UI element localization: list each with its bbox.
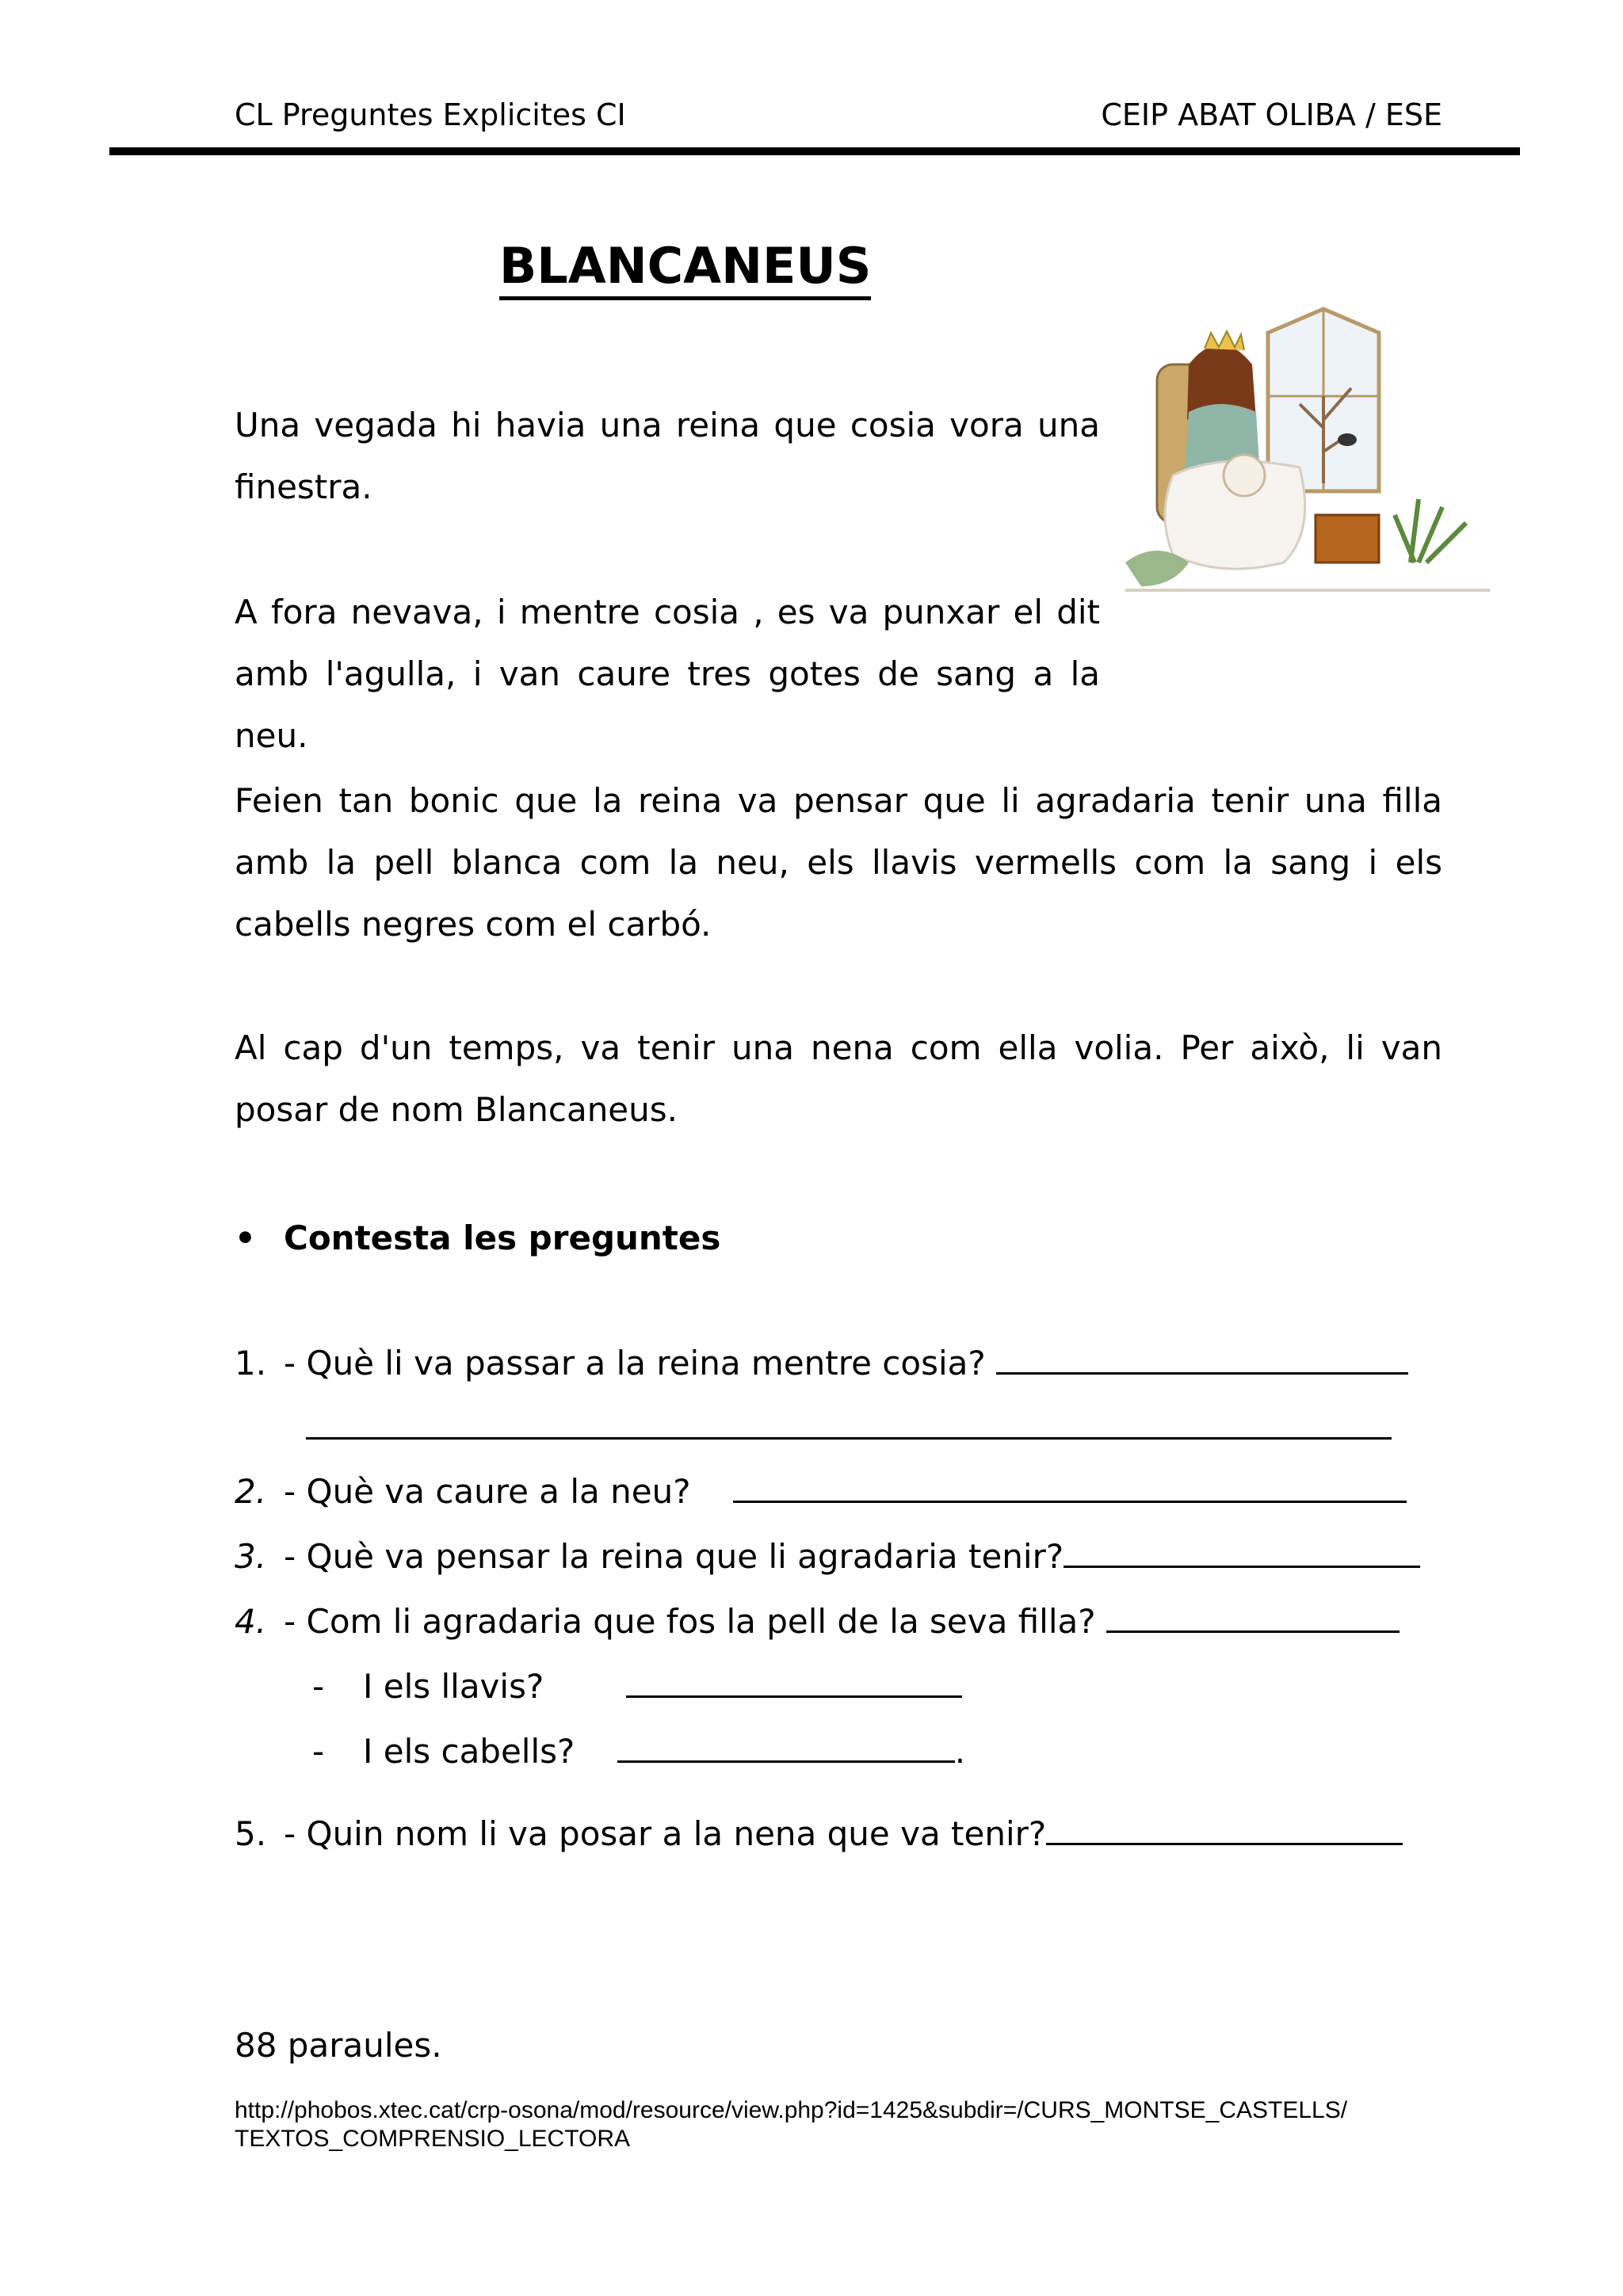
question-4 — [235, 1597, 1400, 1646]
question-text: - Què li va passar a la reina mentre cosia? — [284, 1344, 986, 1383]
question-number: 1. — [235, 1344, 267, 1383]
question-number: 3. — [235, 1537, 267, 1576]
answer-line[interactable] — [1064, 1532, 1420, 1568]
question-text: - Com li agradaria que fos la pell de la seva filla? — [284, 1602, 1096, 1641]
paragraph-4: Al cap d'un temps, va tenir una nena com ella volia. Per això, li van posar de nom Blancaneus. — [235, 1028, 1442, 1129]
question-3 — [235, 1532, 1420, 1581]
question-text: - Què va pensar la reina que li agradaria tenir? — [284, 1537, 1064, 1576]
paragraph-1: Una vegada hi havia una reina que cosia vora una finestra. — [235, 406, 1100, 506]
question-number: 5. — [235, 1814, 267, 1853]
question-number: 4. — [235, 1602, 267, 1641]
dash: - — [312, 1732, 325, 1771]
answer-line[interactable] — [626, 1662, 962, 1698]
subquestion-text: I els cabells? — [363, 1732, 575, 1771]
source-url-line-1[interactable]: http://phobos.xtec.cat/crp-osona/mod/resource/view.php?id=1425&subdir=/CURS_MONTSE_CASTELLS/ — [235, 2097, 1348, 2123]
word-count: 88 paraules. — [235, 2026, 442, 2065]
question-text: - Quin nom li va posar a la nena que va tenir? — [284, 1814, 1047, 1853]
queen-sewing-illustration-icon — [1125, 301, 1490, 602]
answer-line[interactable] — [306, 1404, 1392, 1440]
answer-line[interactable] — [733, 1467, 1407, 1503]
question-number: 2. — [235, 1472, 267, 1511]
subquestion-suffix: . — [954, 1732, 966, 1771]
subquestion-text: I els llavis? — [363, 1667, 544, 1706]
subquestion-lips — [312, 1662, 962, 1711]
answer-line[interactable] — [1106, 1597, 1400, 1633]
dash: - — [312, 1667, 325, 1706]
paragraph-2: A fora nevava, i mentre cosia , es va punxar el dit amb l'agulla, i van caure tres gotes de sang a la neu. — [235, 593, 1100, 755]
answer-line[interactable] — [996, 1339, 1408, 1375]
page-title: BLANCANEUS — [499, 238, 871, 300]
answer-line[interactable] — [1046, 1810, 1403, 1845]
question-text: - Què va caure a la neu? — [284, 1472, 691, 1511]
instruction — [235, 1211, 720, 1266]
header-divider — [109, 147, 1520, 155]
question-5 — [235, 1810, 1403, 1858]
paragraph-3: Feien tan bonic que la reina va pensar que li agradaria tenir una filla amb la pell blanca com la neu, els llavis vermells com la sang i els cabells negres com el carbó. — [235, 781, 1442, 944]
source-url-line-2[interactable]: TEXTOS_COMPRENSIO_LECTORA — [235, 2126, 631, 2152]
instruction-text: Contesta les preguntes — [284, 1219, 721, 1257]
source-url[interactable] — [235, 2096, 1347, 2153]
subquestion-hair — [312, 1727, 965, 1775]
question-2 — [235, 1467, 1407, 1516]
question-1 — [235, 1339, 1408, 1387]
header-left-text: CL Preguntes Explicites CI — [235, 97, 626, 132]
bullet-icon: • — [235, 1219, 256, 1257]
answer-line[interactable] — [617, 1727, 955, 1763]
question-1-continuation — [306, 1404, 1392, 1452]
header-right-text: CEIP ABAT OLIBA / ESE — [1101, 97, 1442, 132]
